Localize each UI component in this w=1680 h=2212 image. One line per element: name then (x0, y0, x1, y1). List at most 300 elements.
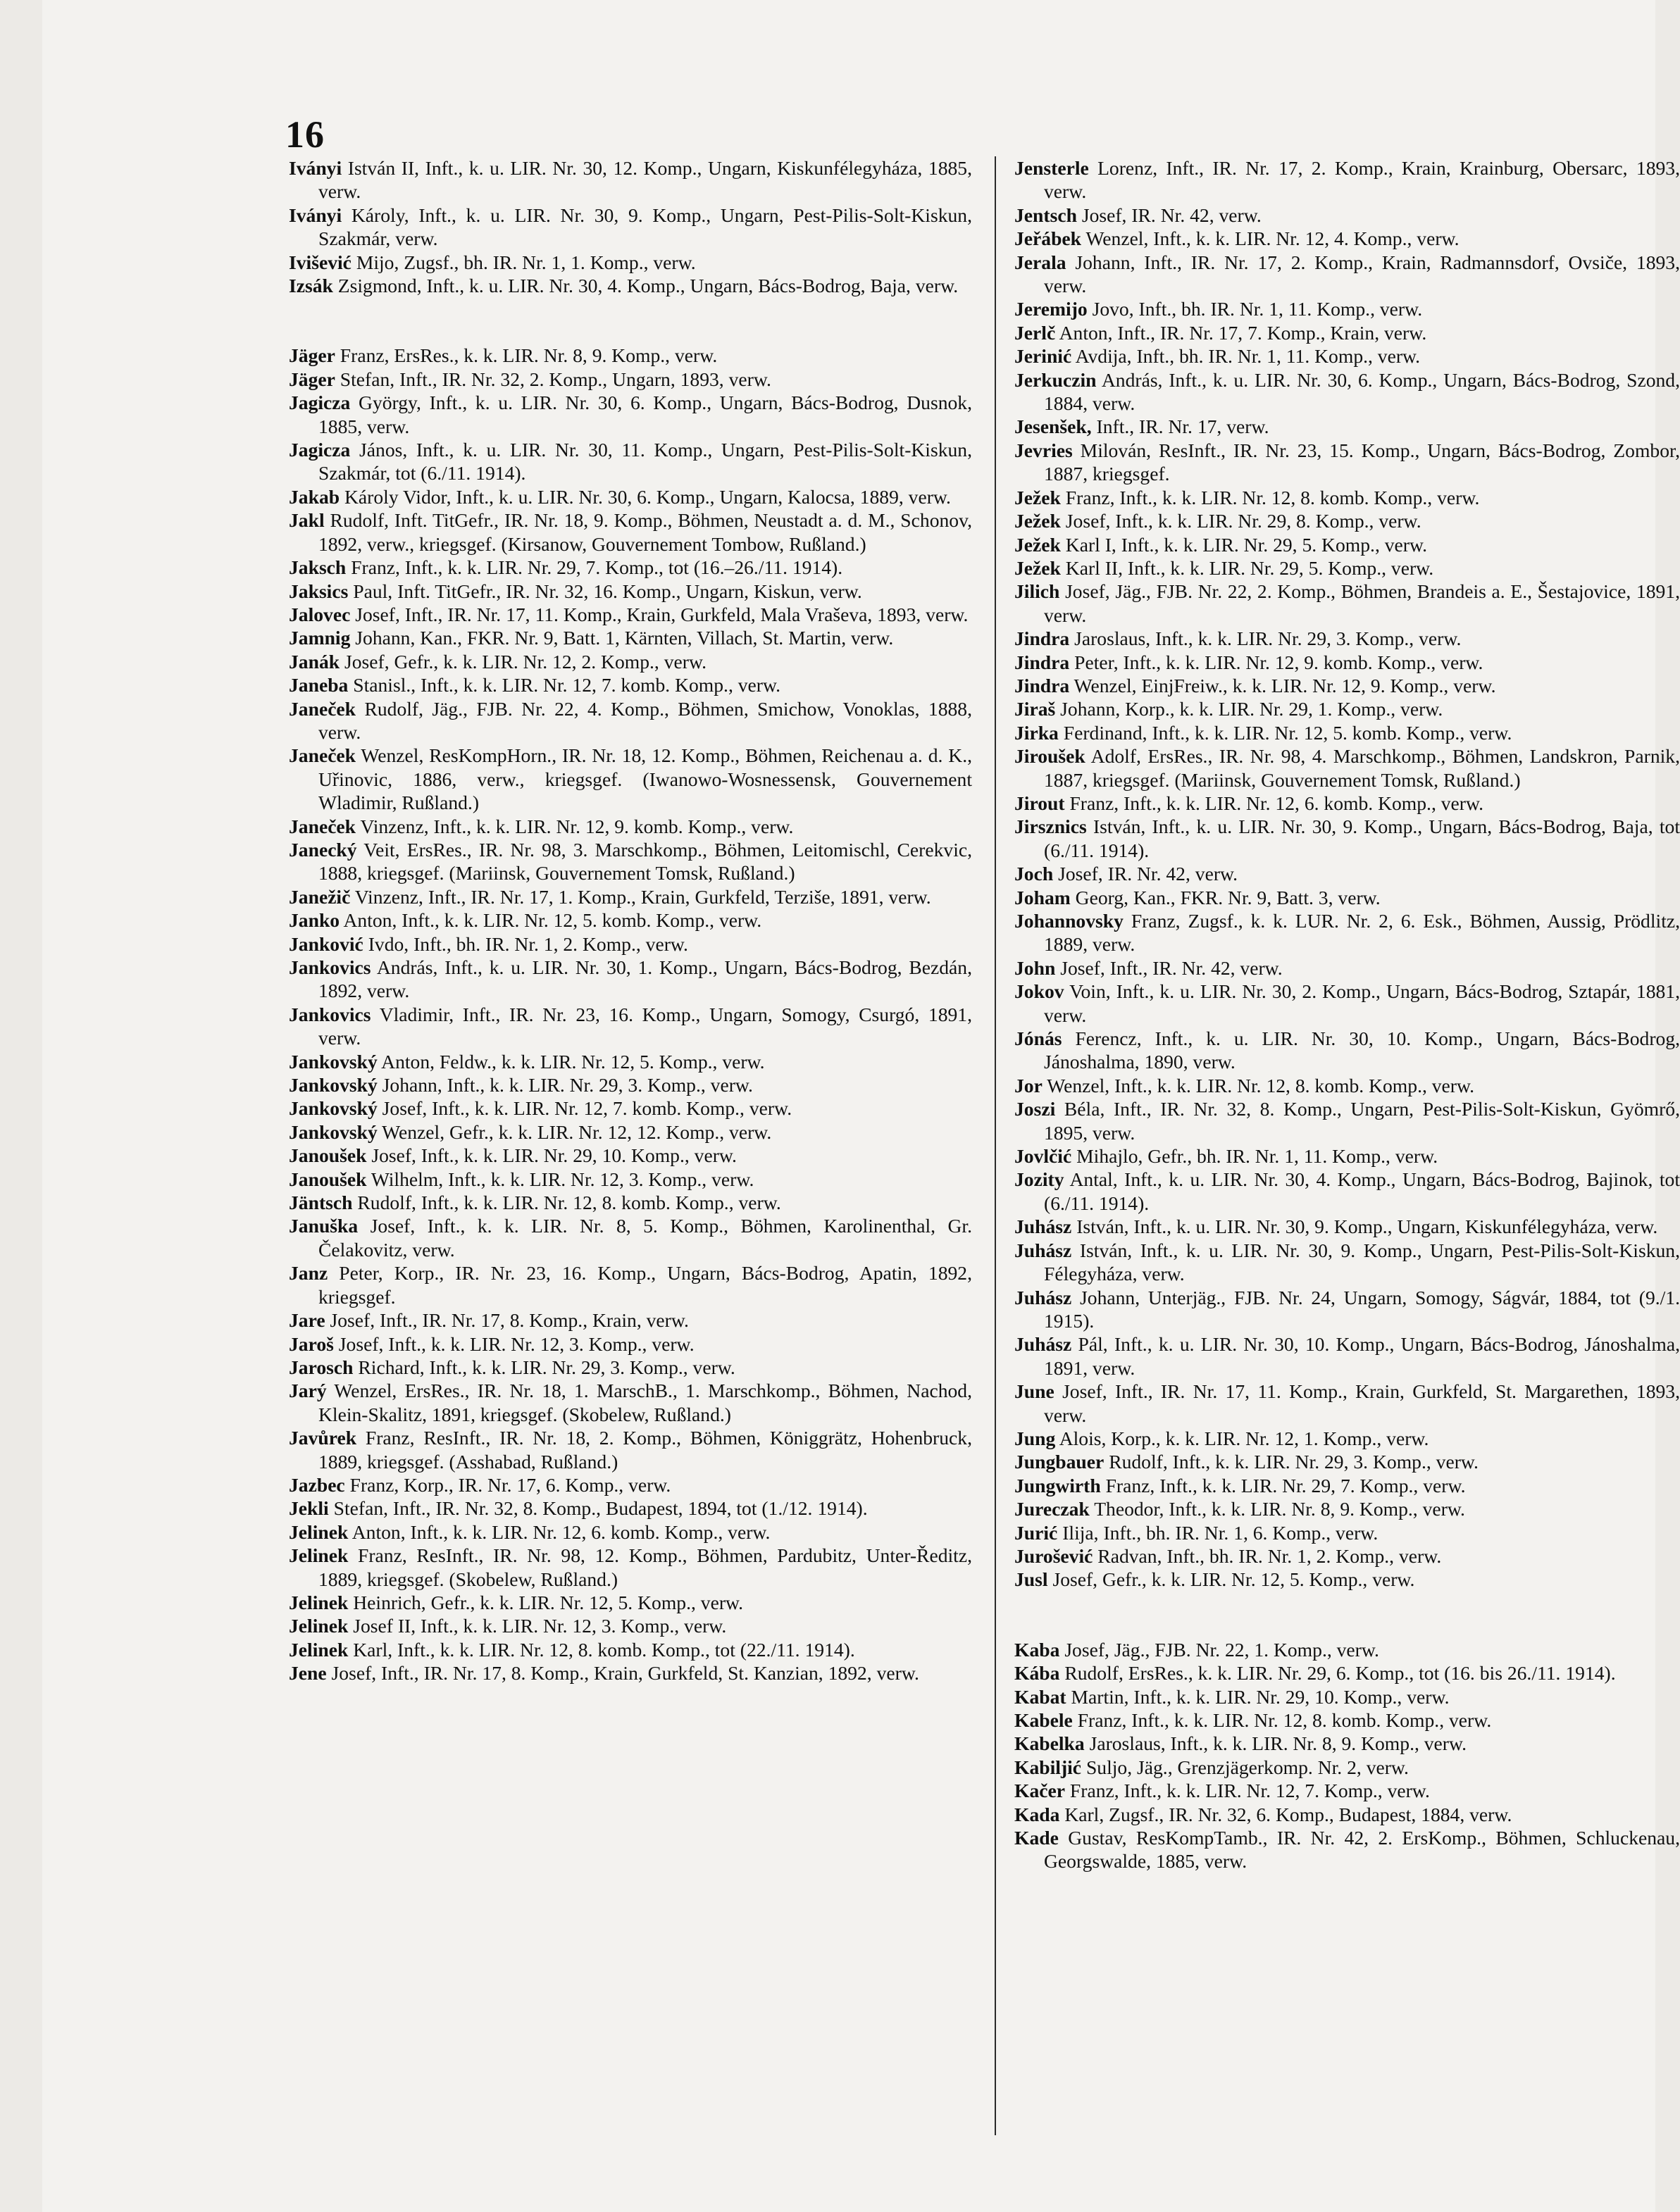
entry-details: István, Inft., k. u. LIR. Nr. 30, 9. Komp., Ungarn, Bács-Bodrog, Baja, tot (6./11. 1914). (1044, 816, 1680, 861)
entry-surname: Jerlč (1014, 321, 1056, 344)
directory-entry (1014, 1168, 1680, 1215)
entry-surname: Jurošević (1014, 1544, 1093, 1567)
entry-details: Wenzel, EinjFreiw., k. k. LIR. Nr. 12, 9. Komp., verw. (1074, 674, 1496, 696)
entry-surname: Ježek (1014, 510, 1061, 532)
directory-entry (289, 626, 972, 649)
directory-entry (1014, 204, 1680, 227)
directory-entry (1014, 1332, 1680, 1380)
directory-entry (289, 156, 972, 204)
entry-details: Franz, ResInft., IR. Nr. 98, 12. Komp., Böhmen, Pardubitz, Unter-Ředitz, 1889, kriegsgef. (Skobelew, Rußland.) (318, 1544, 972, 1590)
directory-entry (289, 251, 972, 274)
entry-details: Johann, Unterjäg., FJB. Nr. 24, Ungarn, Somogy, Ságvár, 1884, tot (9./1. 1915). (1044, 1286, 1680, 1332)
entry-surname: Jankovics (289, 1003, 371, 1025)
entry-details: Martin, Inft., k. k. LIR. Nr. 29, 10. Komp., verw. (1071, 1685, 1450, 1708)
entry-details: Vladimir, Inft., IR. Nr. 23, 16. Komp., Ungarn, Somogy, Csurgó, 1891, verw. (318, 1003, 972, 1049)
entry-surname: Jónás (1014, 1027, 1062, 1050)
entry-surname: Jankovics (289, 956, 371, 978)
entry-details: András, Inft., k. u. LIR. Nr. 30, 6. Komp., Ungarn, Bács-Bodrog, Szond, 1884, verw. (1044, 368, 1680, 415)
directory-entry (289, 697, 972, 744)
entry-details: Josef, Inft., k. k. LIR. Nr. 29, 8. Komp., verw. (1065, 510, 1421, 532)
entry-details: Josef, Jäg., FJB. Nr. 22, 2. Komp., Böhmen, Brandeis a. E., Šestajovice, 1891, verw. (1044, 580, 1680, 626)
entry-surname: Ježek (1014, 486, 1061, 508)
entry-surname: Jirka (1014, 721, 1059, 744)
entry-surname: Jeřábek (1014, 227, 1082, 250)
entry-details: Georg, Kan., FKR. Nr. 9, Batt. 3, verw. (1075, 886, 1381, 908)
entry-details: Wenzel, Gefr., k. k. LIR. Nr. 12, 12. Komp., verw. (382, 1120, 772, 1143)
directory-entry (289, 1591, 972, 1614)
entry-details: Ilija, Inft., bh. IR. Nr. 1, 6. Komp., verw. (1062, 1521, 1379, 1544)
entry-surname: Jäger (289, 368, 335, 390)
entry-details: Theodor, Inft., k. k. LIR. Nr. 8, 9. Komp., verw. (1094, 1498, 1465, 1520)
entry-details: Vinzenz, Inft., IR. Nr. 17, 1. Komp., Krain, Gurkfeld, Terziše, 1891, verw. (354, 885, 931, 908)
directory-entry (1014, 321, 1680, 344)
directory-entry (1014, 580, 1680, 627)
directory-entry (1014, 1215, 1680, 1238)
entry-surname: Jensterle (1014, 157, 1089, 179)
entry-details: Karl, Zugsf., IR. Nr. 32, 6. Komp., Budapest, 1884, verw. (1064, 1803, 1512, 1825)
directory-entry (289, 838, 972, 885)
entry-surname: Iványi (289, 157, 342, 179)
entry-details: Heinrich, Gefr., k. k. LIR. Nr. 12, 5. Komp., verw. (353, 1591, 744, 1613)
entry-surname: Janeček (289, 815, 356, 837)
entry-details: Johann, Korp., k. k. LIR. Nr. 29, 1. Komp., verw. (1060, 698, 1443, 720)
entry-surname: Jagicza (289, 392, 351, 414)
entry-details: Jaroslaus, Inft., k. k. LIR. Nr. 29, 3. Komp., verw. (1074, 627, 1462, 650)
entry-details: Rudolf, Inft., k. k. LIR. Nr. 12, 8. komb. Komp., verw. (357, 1192, 781, 1214)
directory-entry (289, 1308, 972, 1332)
entry-details: György, Inft., k. u. LIR. Nr. 30, 6. Komp., Ungarn, Bács-Bodrog, Dusnok, 1885, verw. (318, 392, 972, 437)
directory-entry (1014, 1779, 1680, 1802)
entry-details: Milován, ResInft., IR. Nr. 23, 15. Komp., Ungarn, Bács-Bodrog, Zombor, 1887, kriegsgef. (1044, 439, 1680, 485)
entry-surname: Kába (1014, 1662, 1060, 1685)
entry-details: Josef, Inft., IR. Nr. 17, 11. Komp., Krain, Gurkfeld, Mala Vraševa, 1893, verw. (355, 603, 969, 625)
entry-details: Franz, ErsRes., k. k. LIR. Nr. 8, 9. Komp., verw. (340, 344, 718, 367)
directory-entry (289, 1496, 972, 1520)
entry-details: Anton, Inft., k. k. LIR. Nr. 12, 6. komb. Komp., verw. (351, 1520, 771, 1543)
entry-surname: Joham (1014, 886, 1071, 908)
entry-details: Anton, Inft., k. k. LIR. Nr. 12, 5. komb. Komp., verw. (343, 909, 762, 932)
entry-surname: Jesenšek, (1014, 415, 1092, 438)
directory-entry (289, 1003, 972, 1050)
directory-entry (289, 1379, 972, 1426)
entry-details: István II, Inft., k. u. LIR. Nr. 30, 12. Komp., Ungarn, Kiskunfélegyháza, 1885, verw. (318, 157, 972, 203)
right-column (1014, 156, 1680, 1873)
entry-details: Peter, Inft., k. k. LIR. Nr. 12, 9. komb. Komp., verw. (1074, 651, 1483, 673)
entry-details: Josef, Inft., IR. Nr. 17, 11. Komp., Krain, Gurkfeld, St. Margarethen, 1893, verw. (1044, 1380, 1680, 1426)
entry-details: Wenzel, ErsRes., IR. Nr. 18, 1. MarschB., 1. Marschkomp., Böhmen, Nachod, Klein-Skalitz, 1891, kriegsgef. (Skobelew, Rußland.) (318, 1380, 972, 1425)
directory-entry (1014, 1450, 1680, 1473)
entry-details: András, Inft., k. u. LIR. Nr. 30, 1. Komp., Ungarn, Bács-Bodrog, Bezdán, 1892, verw. (318, 956, 972, 1002)
entry-details: Peter, Korp., IR. Nr. 23, 16. Komp., Ungarn, Bács-Bodrog, Apatin, 1892, kriegsgef. (318, 1262, 972, 1308)
entry-surname: Jungwirth (1014, 1474, 1101, 1496)
entry-surname: Ježek (1014, 556, 1061, 579)
directory-entry (1014, 815, 1680, 862)
directory-entry (289, 1144, 972, 1167)
directory-entry (289, 274, 972, 297)
entry-surname: Jagicza (289, 439, 351, 461)
left-column (289, 156, 972, 1685)
entry-surname: Jekli (289, 1497, 329, 1520)
directory-entry (289, 1638, 972, 1661)
entry-surname: Janoušek (289, 1168, 367, 1190)
entry-surname: Jamnig (289, 627, 351, 649)
entry-surname: Jerkuczin (1014, 368, 1097, 391)
entry-details: Stefan, Inft., IR. Nr. 32, 2. Komp., Ungarn, 1893, verw. (340, 368, 771, 390)
directory-entry (1014, 1661, 1680, 1685)
entry-details: Josef, Inft., k. k. LIR. Nr. 12, 3. Komp., verw. (338, 1332, 695, 1355)
directory-entry (1014, 627, 1680, 650)
directory-entry (289, 885, 972, 908)
entry-details: Zsigmond, Inft., k. u. LIR. Nr. 30, 4. Komp., Ungarn, Bács-Bodrog, Baja, verw. (337, 275, 959, 297)
entry-surname: Jerinić (1014, 345, 1072, 368)
entry-surname: Juhász (1014, 1216, 1072, 1238)
entry-details: Josef, Gefr., k. k. LIR. Nr. 12, 5. Komp., verw. (1052, 1568, 1415, 1591)
directory-entry (1014, 651, 1680, 674)
directory-entry (1014, 792, 1680, 815)
entry-details: Stanisl., Inft., k. k. LIR. Nr. 12, 7. komb. Komp., verw. (353, 674, 781, 696)
entry-details: Radvan, Inft., bh. IR. Nr. 1, 2. Komp., verw. (1097, 1544, 1442, 1567)
directory-entry (1014, 251, 1680, 298)
entry-details: Richard, Inft., k. k. LIR. Nr. 29, 3. Komp., verw. (358, 1356, 735, 1378)
directory-entry (1014, 415, 1680, 438)
directory-entry (289, 1073, 972, 1096)
entry-details: Jovo, Inft., bh. IR. Nr. 1, 11. Komp., verw. (1092, 298, 1423, 320)
entry-details: Ivdo, Inft., bh. IR. Nr. 1, 2. Komp., verw. (368, 932, 688, 955)
directory-entry (1014, 697, 1680, 720)
entry-details: Franz, Inft., k. k. LIR. Nr. 12, 8. komb. Komp., verw. (1065, 486, 1480, 508)
entry-surname: Janz (289, 1262, 328, 1285)
directory-entry (1014, 1732, 1680, 1755)
directory-entry (1014, 1144, 1680, 1168)
entry-surname: Jor (1014, 1074, 1043, 1096)
entry-surname: Kabat (1014, 1685, 1066, 1708)
directory-entry (1014, 156, 1680, 204)
entry-details: István, Inft., k. u. LIR. Nr. 30, 9. Komp., Ungarn, Kiskunfélegyháza, verw. (1076, 1216, 1658, 1238)
entry-surname: Jaksch (289, 556, 347, 579)
entry-details: István, Inft., k. u. LIR. Nr. 30, 9. Komp., Ungarn, Pest-Pilis-Solt-Kiskun, Félegyháza, verw. (1044, 1239, 1680, 1285)
entry-surname: Jozity (1014, 1168, 1064, 1191)
directory-entry (1014, 1521, 1680, 1544)
entry-details: Suljo, Jäg., Grenzjägerkomp. Nr. 2, verw. (1085, 1756, 1409, 1778)
entry-details: Karl, Inft., k. k. LIR. Nr. 12, 8. komb. Komp., tot (22./11. 1914). (353, 1638, 855, 1661)
entry-surname: Joch (1014, 863, 1054, 885)
entry-details: Mijo, Zugsf., bh. IR. Nr. 1, 1. Komp., verw. (356, 251, 696, 273)
directory-entry (289, 1120, 972, 1144)
directory-entry (1014, 486, 1680, 509)
directory-entry (1014, 980, 1680, 1027)
directory-entry (289, 956, 972, 1003)
entry-details: Josef, Gefr., k. k. LIR. Nr. 12, 2. Komp., verw. (344, 650, 707, 673)
entry-details: Stefan, Inft., IR. Nr. 32, 8. Komp., Budapest, 1894, tot (1./12. 1914). (333, 1497, 868, 1520)
entry-surname: Iványi (289, 204, 342, 226)
entry-surname: Jurić (1014, 1521, 1058, 1544)
directory-entry (1014, 1286, 1680, 1333)
entry-surname: Jäger (289, 344, 335, 367)
entry-surname: Jevries (1014, 439, 1073, 461)
entry-surname: Johannovsky (1014, 910, 1124, 932)
directory-entry (1014, 344, 1680, 368)
entry-details: Antal, Inft., k. u. LIR. Nr. 30, 4. Komp., Ungarn, Bács-Bodrog, Bajinok, tot (6./11. 1914). (1044, 1168, 1680, 1214)
entry-surname: Kada (1014, 1803, 1060, 1825)
entry-details: Béla, Inft., IR. Nr. 32, 8. Komp., Ungarn, Pest-Pilis-Solt-Kiskun, Gyömrő, 1895, verw. (1044, 1098, 1680, 1144)
entry-surname: Janeba (289, 674, 349, 696)
directory-entry (1014, 1685, 1680, 1708)
entry-details: Adolf, ErsRes., IR. Nr. 98, 4. Marschkomp., Böhmen, Landskron, Parnik, 1887, kriegsgef. (Mariinsk, Gouvernement Tomsk, Rußland.) (1044, 745, 1680, 791)
directory-entry (1014, 1427, 1680, 1450)
entry-details: Veit, ErsRes., IR. Nr. 98, 3. Marschkomp., Böhmen, Leitomischl, Cerekvic, 1888, kriegsgef. (Mariinsk, Gouvernement Tomsk, Rußland.) (318, 838, 973, 885)
directory-entry (1014, 556, 1680, 580)
entry-surname: Jelinek (289, 1544, 349, 1567)
entry-details: Josef, Inft., k. k. LIR. Nr. 8, 5. Komp., Böhmen, Karolinenthal, Gr. Čelakovitz, verw. (318, 1215, 972, 1261)
directory-entry (289, 932, 972, 956)
entry-details: Franz, Inft., k. k. LIR. Nr. 29, 7. Komp., verw. (1105, 1474, 1466, 1496)
entry-surname: Jare (289, 1309, 325, 1332)
directory-entry (289, 1050, 972, 1073)
entry-details: Ferencz, Inft., k. u. LIR. Nr. 30, 10. Komp., Ungarn, Bács-Bodrog, Jánoshalma, 1890, verw. (1044, 1027, 1680, 1073)
entry-surname: Jusl (1014, 1568, 1048, 1591)
entry-details: Franz, Zugsf., k. k. LUR. Nr. 2, 6. Esk., Böhmen, Aussig, Prödlitz, 1889, verw. (1044, 910, 1680, 956)
entry-details: Rudolf, ErsRes., k. k. LIR. Nr. 29, 6. Komp., tot (16. bis 26./11. 1914). (1064, 1662, 1616, 1685)
directory-entry (1014, 1097, 1680, 1144)
directory-entry (289, 556, 972, 579)
directory-entry (289, 344, 972, 367)
entry-details: Rudolf, Inft., k. k. LIR. Nr. 29, 3. Komp., verw. (1109, 1451, 1479, 1473)
directory-entry (1014, 297, 1680, 320)
entry-details: Wilhelm, Inft., k. k. LIR. Nr. 12, 3. Komp., verw. (371, 1168, 754, 1190)
directory-entry (289, 368, 972, 391)
entry-details: Johann, Inft., k. k. LIR. Nr. 29, 3. Komp., verw. (382, 1074, 753, 1096)
page-sheet (42, 0, 1680, 2212)
entry-surname: Jeremijo (1014, 298, 1088, 320)
directory-entry (289, 815, 972, 838)
entry-surname: Juhász (1014, 1239, 1072, 1261)
entry-details: Pál, Inft., k. u. LIR. Nr. 30, 10. Komp., Ungarn, Bács-Bodrog, Jánoshalma, 1891, verw. (1044, 1333, 1680, 1379)
entry-surname: Jarosch (289, 1356, 354, 1378)
entry-surname: Jäntsch (289, 1192, 353, 1214)
directory-entry (289, 1544, 972, 1591)
directory-entry (289, 1214, 972, 1261)
entry-surname: Jaroš (289, 1332, 334, 1355)
directory-entry (289, 1168, 972, 1191)
entry-details: Anton, Inft., IR. Nr. 17, 7. Komp., Krain, verw. (1059, 321, 1427, 344)
entry-details: Paul, Inft. TitGefr., IR. Nr. 32, 16. Komp., Ungarn, Kiskun, verw. (353, 580, 862, 602)
entry-surname: Kabele (1014, 1709, 1073, 1731)
entry-surname: Ivišević (289, 251, 351, 273)
directory-entry (1014, 744, 1680, 792)
entry-details: Anton, Feldw., k. k. LIR. Nr. 12, 5. Komp., verw. (381, 1050, 765, 1073)
entry-surname: Jakl (289, 509, 325, 532)
directory-entry (1014, 1027, 1680, 1074)
entry-details: Rudolf, Jäg., FJB. Nr. 22, 4. Komp., Böhmen, Smichow, Vonoklas, 1888, verw. (318, 697, 972, 743)
directory-entry (289, 1520, 972, 1544)
entry-details: Franz, ResInft., IR. Nr. 18, 2. Komp., Böhmen, Königgrätz, Hohenbruck, 1889, kriegsgef. (Asshabad, Rußland.) (318, 1427, 972, 1473)
directory-entry (1014, 886, 1680, 909)
directory-entry (289, 908, 972, 932)
directory-entry (1014, 956, 1680, 980)
entry-details: Alois, Korp., k. k. LIR. Nr. 12, 1. Komp., verw. (1059, 1427, 1429, 1449)
entry-details: Josef, Jäg., FJB. Nr. 22, 1. Komp., verw. (1064, 1638, 1379, 1661)
entry-details: Wenzel, ResKompHorn., IR. Nr. 18, 12. Komp., Böhmen, Reichenau a. d. K., Uřinovic, 1886, verw., kriegsgef. (Iwanowo-Wosnessensk, Gouvernement Wladimir, Rußland.) (318, 744, 972, 814)
entry-surname: Jungbauer (1014, 1451, 1105, 1473)
entry-surname: Jilich (1014, 580, 1060, 603)
directory-entry (289, 1614, 972, 1637)
directory-entry (1014, 1826, 1680, 1873)
directory-entry (1014, 1380, 1680, 1427)
directory-entry (1014, 1708, 1680, 1732)
directory-entry (289, 391, 972, 438)
entry-details: Josef, Inft., IR. Nr. 17, 8. Komp., Krain, verw. (330, 1309, 689, 1332)
entry-surname: Jirout (1014, 792, 1065, 814)
entry-surname: Janák (289, 650, 340, 673)
directory-entry (289, 1473, 972, 1496)
entry-surname: Jelinek (289, 1520, 349, 1543)
entry-details: Vinzenz, Inft., k. k. LIR. Nr. 12, 9. komb. Komp., verw. (360, 815, 794, 837)
directory-entry (1014, 862, 1680, 885)
directory-entry (289, 204, 972, 251)
entry-details: Franz, Inft., k. k. LIR. Nr. 12, 6. komb. Komp., verw. (1069, 792, 1484, 814)
directory-entry (1014, 368, 1680, 415)
entry-details: Josef II, Inft., k. k. LIR. Nr. 12, 3. Komp., verw. (353, 1615, 727, 1637)
entry-details: Johann, Kan., FKR. Nr. 9, Batt. 1, Kärnten, Villach, St. Martin, verw. (355, 627, 894, 649)
directory-entry (289, 1332, 972, 1356)
entry-details: Franz, Inft., k. k. LIR. Nr. 12, 7. Komp., verw. (1069, 1780, 1430, 1802)
entry-surname: Kabiljić (1014, 1756, 1082, 1778)
entry-surname: Janecký (289, 838, 357, 861)
entry-surname: Kabelka (1014, 1732, 1085, 1755)
entry-surname: Izsák (289, 275, 333, 297)
entry-surname: Jazbec (289, 1473, 345, 1496)
directory-entry (289, 1261, 972, 1308)
entry-surname: Jankovský (289, 1120, 378, 1143)
entry-surname: Jureczak (1014, 1498, 1090, 1520)
directory-entry (1014, 227, 1680, 250)
entry-details: Mihajlo, Gefr., bh. IR. Nr. 1, 11. Komp., verw. (1076, 1145, 1438, 1168)
directory-entry (1014, 1074, 1680, 1097)
entry-details: Josef, IR. Nr. 42, verw. (1081, 204, 1262, 226)
directory-entry (289, 1356, 972, 1379)
entry-details: Jaroslaus, Inft., k. k. LIR. Nr. 8, 9. Komp., verw. (1089, 1732, 1467, 1755)
entry-details: Inft., IR. Nr. 17, verw. (1096, 415, 1269, 438)
entry-details: Josef, Inft., IR. Nr. 17, 8. Komp., Krain, Gurkfeld, St. Kanzian, 1892, verw. (331, 1662, 919, 1685)
directory-entry (1014, 1497, 1680, 1520)
directory-entry (289, 650, 972, 673)
entry-details: Gustav, ResKompTamb., IR. Nr. 42, 2. ErsKomp., Böhmen, Schluckenau, Georgswalde, 1885, verw. (1044, 1827, 1680, 1873)
entry-surname: Jarý (289, 1380, 327, 1402)
entry-details: Franz, Inft., k. k. LIR. Nr. 12, 8. komb. Komp., verw. (1077, 1709, 1492, 1731)
directory-entry (1014, 1803, 1680, 1826)
entry-details: Lorenz, Inft., IR. Nr. 17, 2. Komp., Krain, Krainburg, Obersarc, 1893, verw. (1044, 157, 1680, 203)
entry-surname: Janković (289, 932, 363, 955)
directory-entry (289, 744, 972, 814)
entry-surname: Jalovec (289, 603, 351, 625)
entry-details: Ferdinand, Inft., k. k. LIR. Nr. 12, 5. komb. Komp., verw. (1063, 721, 1512, 744)
directory-entry (1014, 1474, 1680, 1497)
entry-surname: Kaba (1014, 1638, 1060, 1661)
entry-surname: Jelinek (289, 1615, 349, 1637)
entry-surname: Jirsznics (1014, 816, 1087, 838)
entry-surname: Jiroušek (1014, 745, 1085, 768)
directory-entry (1014, 1544, 1680, 1568)
entry-surname: Jakab (289, 485, 340, 508)
entry-details: Wenzel, Inft., k. k. LIR. Nr. 12, 4. Komp., verw. (1085, 227, 1460, 250)
entry-surname: Jung (1014, 1427, 1056, 1449)
entry-surname: Joszi (1014, 1098, 1056, 1120)
page-number: 16 (285, 113, 325, 156)
directory-entry (1014, 674, 1680, 697)
entry-details: Károly Vidor, Inft., k. u. LIR. Nr. 30, 6. Komp., Ungarn, Kalocsa, 1889, verw. (344, 485, 951, 508)
directory-entry (289, 580, 972, 603)
entry-details: Karl I, Inft., k. k. LIR. Nr. 29, 5. Komp., verw. (1065, 533, 1428, 556)
entry-surname: Jindra (1014, 674, 1070, 696)
entry-surname: John (1014, 956, 1056, 979)
entry-surname: Janko (289, 909, 340, 932)
entry-details: Josef, Inft., k. k. LIR. Nr. 29, 10. Komp., verw. (371, 1144, 737, 1167)
entry-surname: Jankovský (289, 1050, 378, 1073)
directory-entry (289, 603, 972, 626)
directory-entry (1014, 1756, 1680, 1779)
entry-surname: Jindra (1014, 627, 1070, 650)
entry-surname: Janeček (289, 744, 356, 767)
entry-surname: Ježek (1014, 533, 1061, 556)
directory-entry (1014, 533, 1680, 556)
entry-surname: Jentsch (1014, 204, 1077, 226)
directory-entry (289, 1661, 972, 1685)
entry-surname: Jiraš (1014, 698, 1056, 720)
entry-details: Karl II, Inft., k. k. LIR. Nr. 29, 5. Komp., verw. (1065, 556, 1434, 579)
entry-details: János, Inft., k. u. LIR. Nr. 30, 11. Komp., Ungarn, Pest-Pilis-Solt-Kiskun, Szakmár, tot (6./11. 1914). (318, 439, 972, 485)
entry-details: Károly, Inft., k. u. LIR. Nr. 30, 9. Komp., Ungarn, Pest-Pilis-Solt-Kiskun, Szakmár, verw. (318, 204, 972, 250)
entry-surname: Juhász (1014, 1286, 1072, 1308)
directory-entry (289, 508, 972, 556)
entry-details: Josef, IR. Nr. 42, verw. (1058, 863, 1238, 885)
entry-details: Wenzel, Inft., k. k. LIR. Nr. 12, 8. komb. Komp., verw. (1047, 1074, 1475, 1096)
entry-details: Avdija, Inft., bh. IR. Nr. 1, 11. Komp., verw. (1075, 345, 1421, 368)
directory-entry (1014, 721, 1680, 744)
entry-surname: Juhász (1014, 1333, 1072, 1356)
directory-entry (1014, 1239, 1680, 1286)
entry-details: Voin, Inft., k. u. LIR. Nr. 30, 2. Komp., Ungarn, Bács-Bodrog, Sztapár, 1881, verw. (1044, 980, 1680, 1026)
directory-entry (1014, 439, 1680, 486)
entry-surname: Janoušek (289, 1144, 367, 1167)
entry-surname: Jelinek (289, 1638, 349, 1661)
entry-surname: Jelinek (289, 1591, 349, 1613)
directory-entry (1014, 1568, 1680, 1591)
entry-details: Josef, Inft., IR. Nr. 42, verw. (1060, 956, 1283, 979)
entry-surname: Jovlčić (1014, 1145, 1072, 1168)
directory-entry (289, 485, 972, 508)
entry-surname: Jindra (1014, 651, 1070, 673)
entry-surname: June (1014, 1380, 1054, 1403)
entry-surname: Jene (289, 1662, 327, 1685)
directory-entry (289, 1426, 972, 1473)
directory-entry (289, 1096, 972, 1120)
directory-entry (289, 1191, 972, 1214)
entry-surname: Jokov (1014, 980, 1064, 1003)
entry-surname: Janeček (289, 697, 356, 720)
entry-surname: Januška (289, 1215, 359, 1237)
directory-entry (1014, 1638, 1680, 1661)
entry-details: Josef, Inft., k. k. LIR. Nr. 12, 7. komb. Komp., verw. (382, 1097, 792, 1120)
entry-surname: Janežič (289, 885, 351, 908)
entry-details: Johann, Inft., IR. Nr. 17, 2. Komp., Krain, Radmannsdorf, Ovsiče, 1893, verw. (1044, 251, 1680, 297)
directory-entry (289, 673, 972, 696)
entry-surname: Jankovský (289, 1074, 378, 1096)
entry-surname: Jerala (1014, 251, 1066, 273)
directory-entry (1014, 909, 1680, 956)
entry-surname: Kačer (1014, 1780, 1066, 1802)
entry-details: Franz, Inft., k. k. LIR. Nr. 29, 7. Komp., tot (16.–26./11. 1914). (351, 556, 843, 579)
column-divider (995, 156, 996, 2135)
